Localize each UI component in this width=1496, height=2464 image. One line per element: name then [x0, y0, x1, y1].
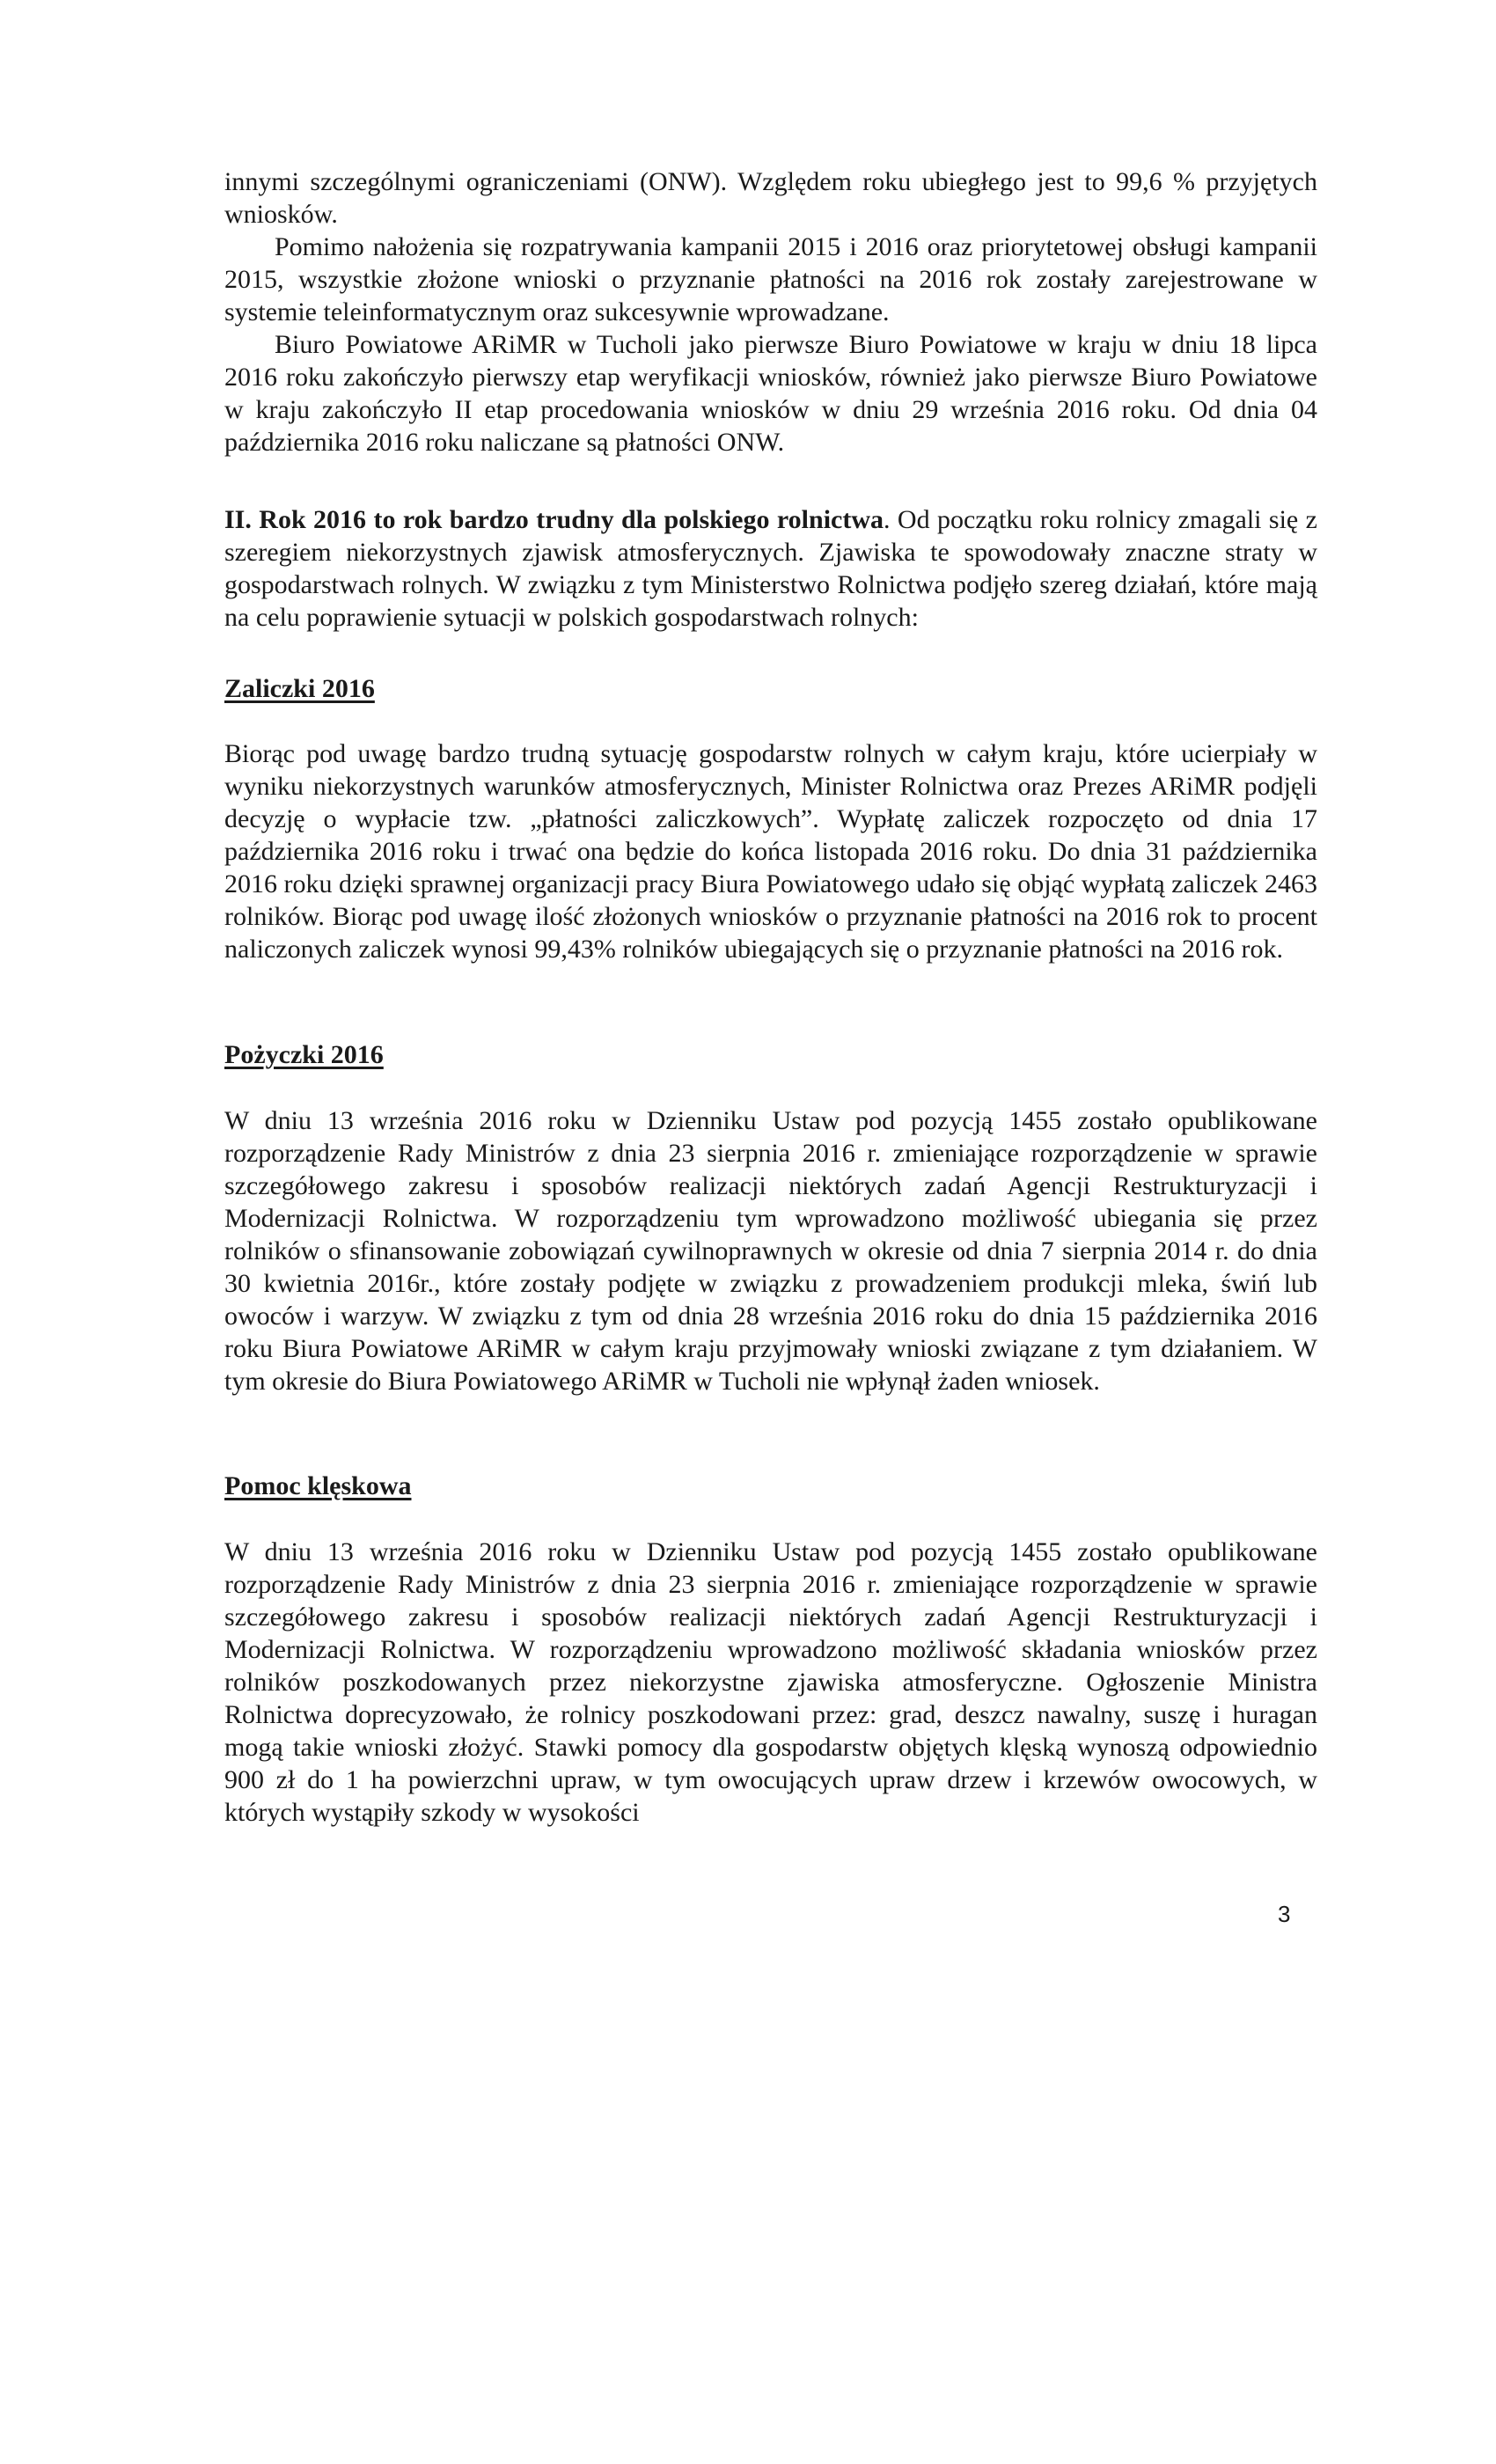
pozyczki-heading: Pożyczki 2016	[224, 1040, 384, 1069]
zaliczki-paragraph: Biorąc pod uwagę bardzo trudną sytuację gospodarstw rolnych w całym kraju, które ucierpiały w wyniku niekorzystnych warunków atmosferycznych, Minister Rolnictwa oraz Prezes ARiMR podjęli decyzję o wypłacie tzw. „płatności zaliczkowych”. Wypłatę zaliczek rozpoczęto od dnia 17 października 2016 roku i trwać ona będzie do końca listopada 2016 roku. Do dnia 31 października 2016 roku dzięki sprawnej organizacji pracy Biura Powiatowego udało się objąć wypłatą zaliczek 2463 rolników. Biorąc pod uwagę ilość złożonych wniosków o przyznanie płatności na 2016 rok to procent naliczonych zaliczek wynosi 99,43% rolników ubiegających się o przyznanie płatności na 2016 rok.	[224, 739, 1317, 964]
pomoc-paragraph: W dniu 13 września 2016 roku w Dzienniku Ustaw pod pozycją 1455 zostało opublikowane rozporządzenie Rady Ministrów z dnia 23 sierpnia 2016 r. zmieniające rozporządzenie w sprawie szczegółowego zakresu i sposobów realizacji niektórych zadań Agencji Restrukturyzacji i Modernizacji Rolnictwa. W rozporządzeniu wprowadzono możliwość składania wniosków przez rolników poszkodowanych przez niekorzystne zjawiska atmosferyczne. Ogłoszenie Ministra Rolnictwa doprecyzowało, że rolnicy poszkodowani przez: grad, deszcz nawalny, suszę i huragan mogą takie wnioski złożyć. Stawki pomocy dla gospodarstw objętych klęską wynoszą odpowiednio 900 zł do 1 ha powierzchni upraw, w tym owocujących upraw drzew i krzewów owocowych, w których wystąpiły szkody w wysokości	[224, 1537, 1317, 1827]
intro-paragraph-1: innymi szczególnymi ograniczeniami (ONW). Względem roku ubiegłego jest to 99,6 % przyjętych wniosków.	[224, 167, 1317, 229]
section-2-text: . Od początku roku rolnicy zmagali się z szeregiem niekorzystnych zjawisk atmosferycznych. Zjawiska te spowodowały znaczne straty w gospodarstwach rolnych. W związku z tym Ministerstwo Rolnictwa podjęło szereg działań, które mają na celu poprawienie sytuacji w polskich gospodarstwach rolnych:	[224, 505, 1317, 632]
pozyczki-paragraph: W dniu 13 września 2016 roku w Dzienniku Ustaw pod pozycją 1455 zostało opublikowane rozporządzenie Rady Ministrów z dnia 23 sierpnia 2016 r. zmieniające rozporządzenie w sprawie szczegółowego zakresu i sposobów realizacji niektórych zadań Agencji Restrukturyzacji i Modernizacji Rolnictwa. W rozporządzeniu tym wprowadzono możliwość ubiegania się przez rolników o sfinansowanie zobowiązań cywilnoprawnych w okresie od dnia 7 sierpnia 2014 r. do dnia 30 kwietnia 2016r., które zostały podjęte w związku z prowadzeniem produkcji mleka, świń lub owoców i warzyw. W związku z tym od dnia 28 września 2016 roku do dnia 15 października 2016 roku Biura Powiatowe ARiMR w całym kraju przyjmowały wnioski związane z tym działaniem. W tym okresie do Biura Powiatowego ARiMR w Tucholi nie wpłynął żaden wniosek.	[224, 1106, 1317, 1396]
pomoc-heading: Pomoc klęskowa	[224, 1471, 412, 1500]
intro-paragraph-3: Biuro Powiatowe ARiMR w Tucholi jako pierwsze Biuro Powiatowe w kraju w dniu 18 lipca 2016 roku zakończyło pierwszy etap weryfikacji wniosków, również jako pierwsze Biuro Powiatowe w kraju zakończyło II etap procedowania wniosków w dniu 29 września 2016 roku. Od dnia 04 października 2016 roku naliczane są płatności ONW.	[224, 330, 1317, 457]
zaliczki-heading: Zaliczki 2016	[224, 674, 375, 703]
intro-paragraph-2: Pomimo nałożenia się rozpatrywania kampanii 2015 i 2016 oraz priorytetowej obsługi kampanii 2015, wszystkie złożone wnioski o przyznanie płatności na 2016 rok zostały zarejestrowane w systemie teleinformatycznym oraz sukcesywnie wprowadzane.	[224, 232, 1317, 326]
page-number: 3	[1278, 1901, 1291, 1927]
section-2-paragraph	[224, 503, 1317, 634]
section-2-lead: II. Rok 2016 to rok bardzo trudny dla polskiego rolnictwa	[224, 505, 884, 534]
